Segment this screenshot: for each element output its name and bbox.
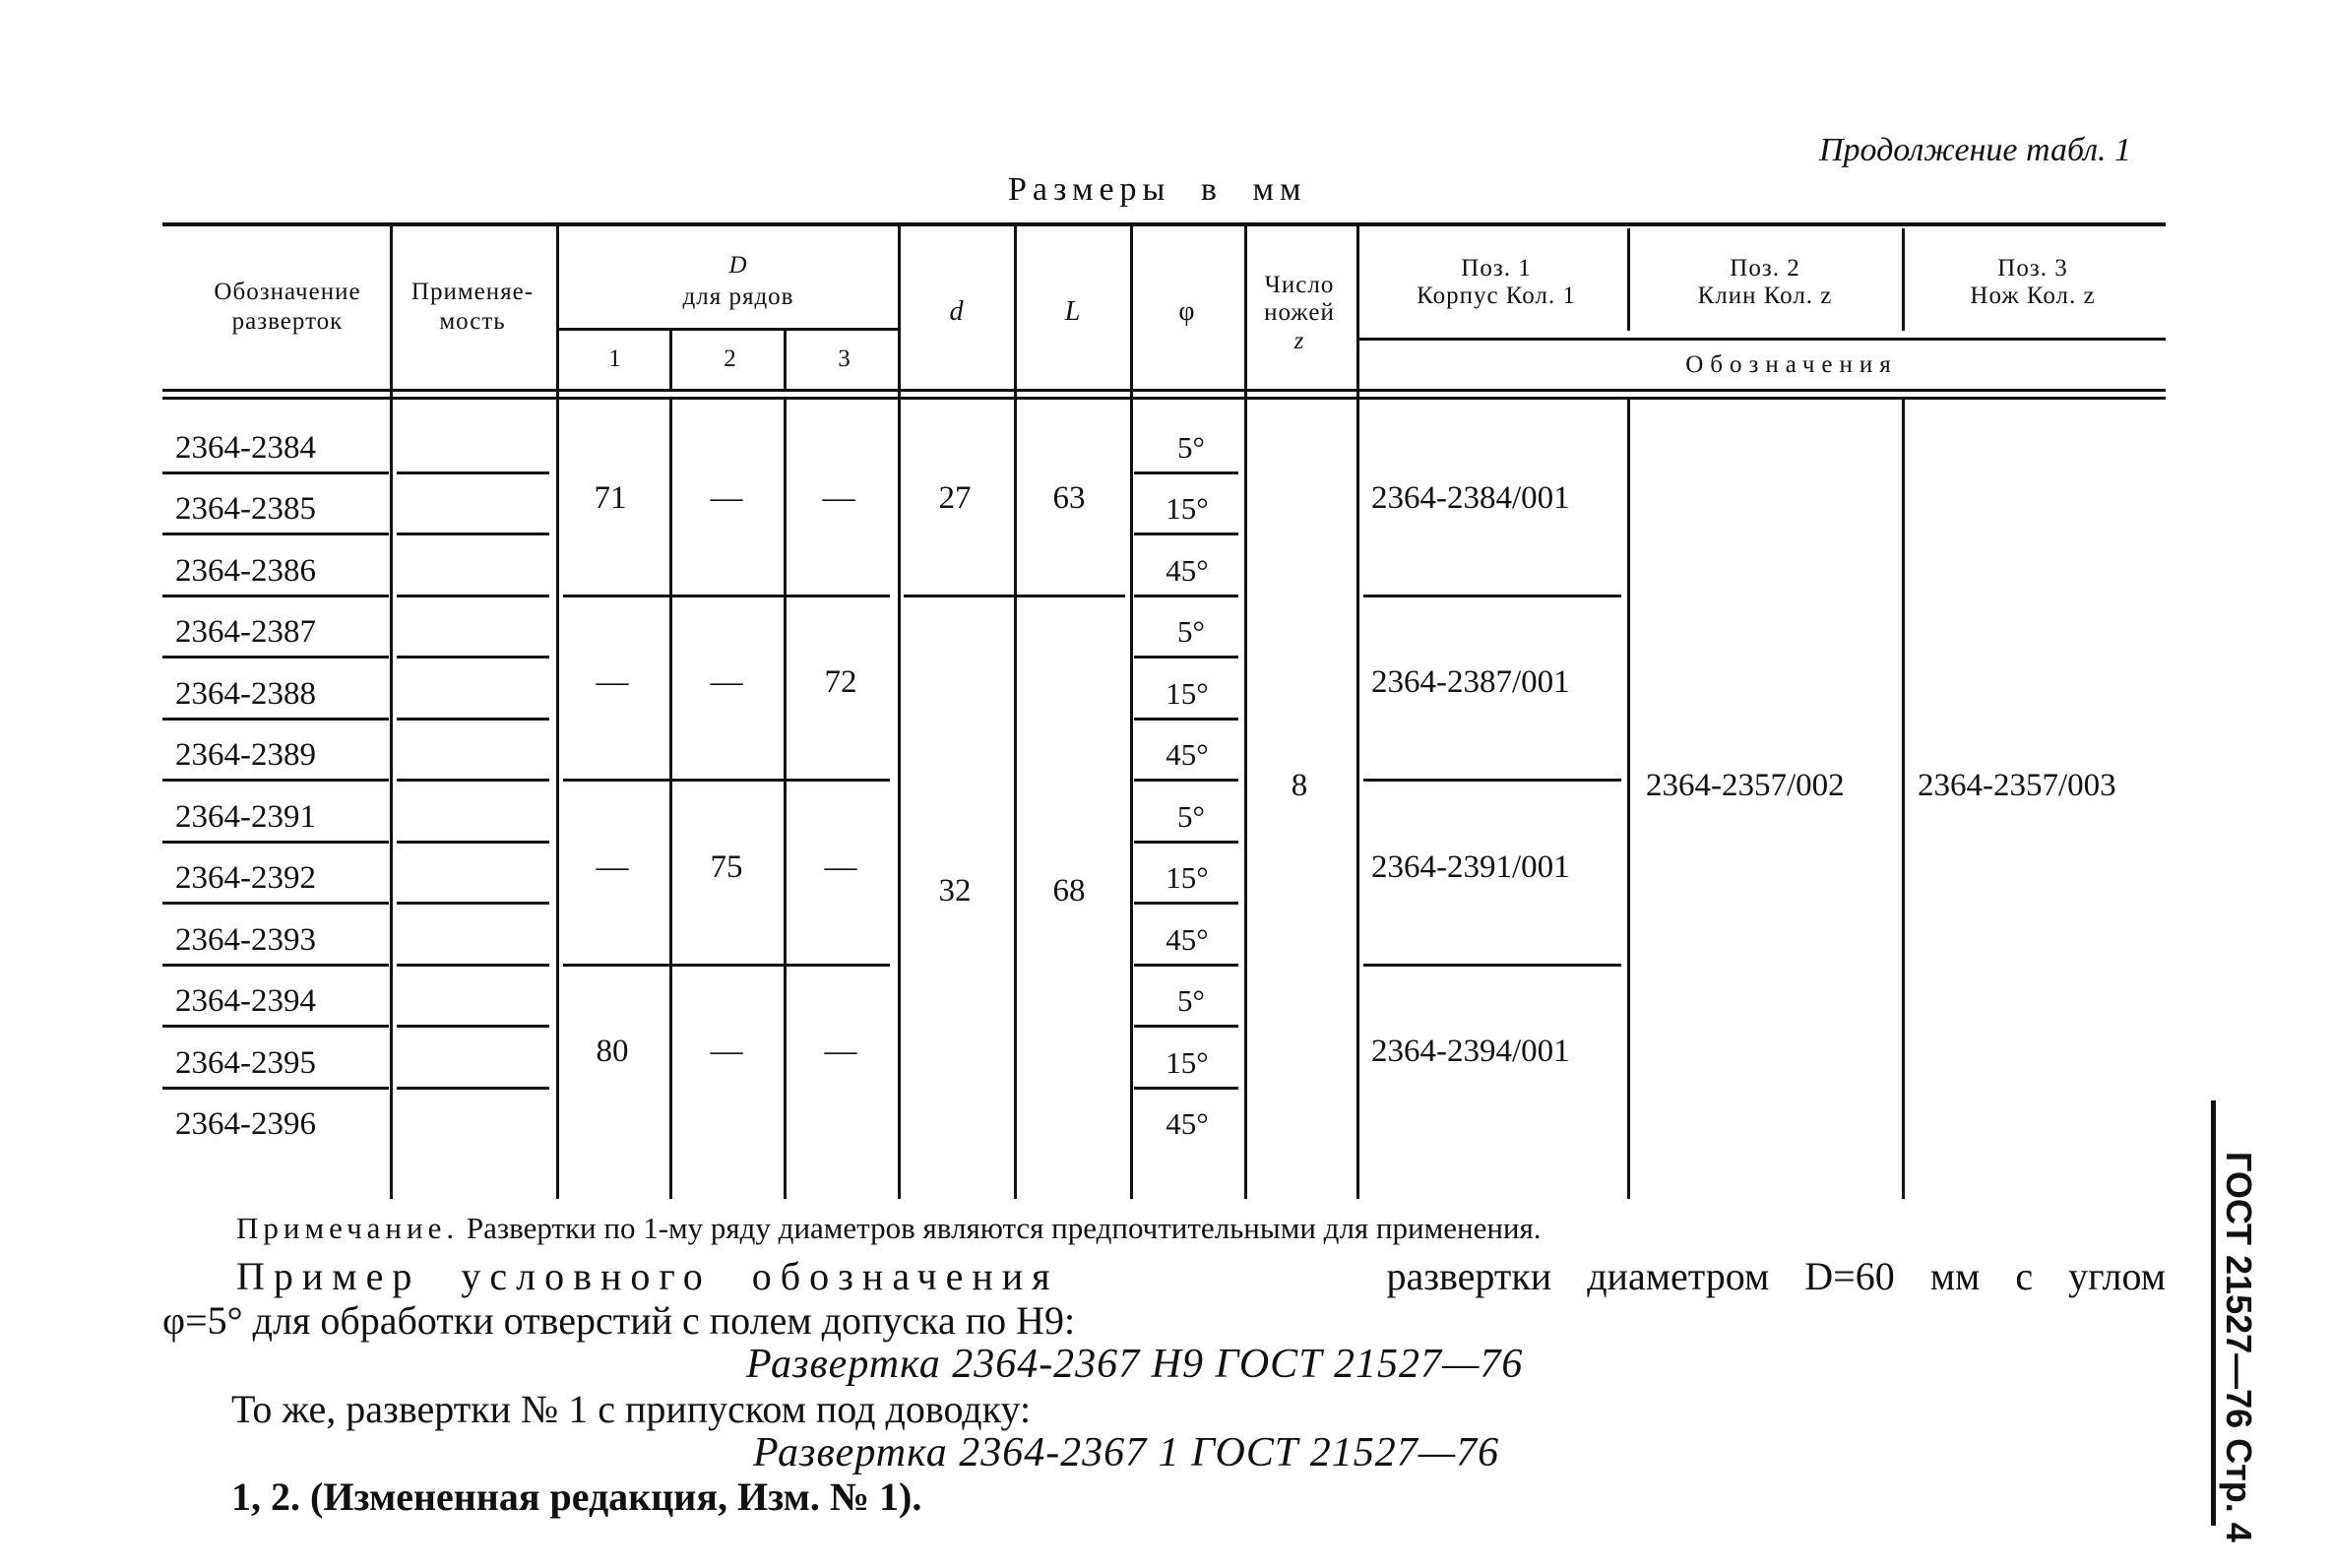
row-rule — [162, 471, 389, 474]
header-pos3-title: Поз. 3 — [1997, 255, 2068, 282]
D-subheader-rule — [558, 328, 898, 331]
group-rule-dL — [904, 595, 1125, 597]
col-line-L — [1014, 226, 1017, 1199]
header-divider-pos2 — [1627, 228, 1630, 331]
D3-value: — — [824, 849, 857, 885]
header-pos2-title: Поз. 2 — [1730, 255, 1800, 282]
d-value: 27 — [938, 480, 972, 516]
header-designations: Обозначения — [1685, 351, 1898, 378]
row-code: 2364-2394 — [175, 983, 316, 1019]
phi-value: 5° — [1177, 983, 1205, 1018]
header-L: L — [1064, 296, 1082, 327]
header-divider-2-3 — [784, 330, 787, 389]
col-line-knives — [1244, 226, 1247, 1199]
pos1-value: 2364-2384/001 — [1371, 480, 1570, 516]
amendment-note: 1, 2. (Измененная редакция, Изм. № 1). — [231, 1474, 922, 1519]
phi-rule — [1134, 841, 1238, 844]
knives-value: 8 — [1291, 768, 1308, 803]
row-rule — [162, 779, 389, 782]
header-applicability: Применяе-мость — [410, 279, 535, 335]
header-divider-1-2 — [669, 330, 672, 389]
pos-subheader-rule — [1358, 338, 2166, 341]
header-knives-z: z — [1293, 328, 1305, 354]
pos3-value: 2364-2357/003 — [1918, 768, 2116, 803]
phi-value: 5° — [1177, 614, 1205, 649]
units-caption: Размеры в мм — [1008, 171, 1307, 208]
applicability-blank — [397, 902, 549, 905]
d-value: 32 — [938, 873, 972, 909]
header-pos3-sub: Нож Кол. z — [1970, 282, 2096, 309]
applicability-blank — [397, 595, 549, 597]
L-value: 68 — [1052, 873, 1086, 909]
col-line-applicability — [390, 226, 393, 1199]
group-rule-D — [563, 595, 890, 597]
row-code: 2364-2395 — [175, 1045, 316, 1081]
note — [236, 1211, 1542, 1246]
phi-rule — [1134, 779, 1238, 782]
row-rule — [162, 964, 389, 967]
row-code: 2364-2392 — [175, 860, 316, 896]
applicability-blank — [397, 471, 549, 474]
note-text: Развертки по 1-му ряду диаметров являются предпочтительными для применения. — [466, 1211, 1542, 1245]
applicability-blank — [397, 533, 549, 535]
header-divider-pos3 — [1902, 228, 1905, 331]
row-code: 2364-2386 — [175, 553, 316, 589]
header-bottom-rule-2 — [162, 397, 2166, 400]
D1-value: — — [596, 849, 629, 885]
phi-rule — [1134, 533, 1238, 535]
table-top-rule — [162, 222, 2166, 226]
header-row-1: 1 — [608, 345, 622, 372]
header-D-letter: D — [728, 252, 748, 279]
note-label: Примечание. — [236, 1211, 460, 1245]
group-rule-D — [563, 964, 890, 967]
row-code: 2364-2393 — [175, 922, 316, 958]
D3-value: 72 — [824, 664, 857, 700]
phi-value: 45° — [1166, 737, 1209, 772]
header-pos1-sub: Корпус Кол. 1 — [1417, 282, 1576, 309]
row-code: 2364-2396 — [175, 1106, 316, 1142]
phi-value: 5° — [1177, 430, 1205, 465]
phi-rule — [1134, 902, 1238, 905]
example-designation-1: Развертка 2364-2367 H9 ГОСТ 21527—76 — [746, 1342, 1524, 1387]
example-text: развертки диаметром D=60 мм с углом — [1386, 1254, 2166, 1298]
D2-value: — — [710, 1034, 743, 1069]
phi-rule — [1134, 656, 1238, 659]
row-code: 2364-2389 — [175, 737, 316, 773]
pos2-value: 2364-2357/002 — [1646, 768, 1845, 803]
applicability-blank — [397, 1025, 549, 1028]
header-D-caption: для рядов — [682, 283, 794, 310]
phi-rule — [1134, 1025, 1238, 1028]
pos1-value: 2364-2391/001 — [1371, 849, 1570, 885]
phi-value: 45° — [1166, 553, 1209, 588]
D2-value: — — [710, 664, 743, 700]
phi-rule — [1134, 718, 1238, 721]
example-line-2: φ=5° для обработки отверстий с полем допуска по H9: — [162, 1298, 1076, 1343]
header-knives: Число ножей — [1264, 272, 1335, 326]
example-designation-2: Развертка 2364-2367 1 ГОСТ 21527—76 — [753, 1430, 1500, 1475]
D1-value: 71 — [594, 480, 627, 516]
row-code: 2364-2385 — [175, 491, 316, 527]
col-line-D3-body — [784, 399, 787, 1199]
phi-rule — [1134, 964, 1238, 967]
phi-value: 15° — [1166, 676, 1209, 711]
row-rule — [162, 533, 389, 535]
phi-value: 15° — [1166, 860, 1209, 895]
group-rule-pos1 — [1363, 964, 1621, 967]
phi-value: 15° — [1166, 491, 1209, 526]
row-rule — [162, 718, 389, 721]
D3-value: — — [822, 480, 855, 516]
row-code: 2364-2388 — [175, 676, 316, 712]
phi-rule — [1134, 1087, 1238, 1090]
row-rule — [162, 595, 389, 597]
row-code: 2364-2384 — [175, 430, 316, 466]
D1-value: — — [596, 664, 629, 700]
applicability-blank — [397, 718, 549, 721]
header-bottom-rule-1 — [162, 389, 2166, 392]
side-label: ГОСТ 21527—76 Стр. 4 — [2219, 1152, 2259, 1542]
continuation-label: Продолжение табл. 1 — [1819, 132, 2132, 168]
applicability-blank — [397, 964, 549, 967]
phi-value: 45° — [1166, 922, 1209, 957]
row-rule — [162, 656, 389, 659]
applicability-blank — [397, 841, 549, 844]
phi-value: 45° — [1166, 1106, 1209, 1141]
pos1-value: 2364-2387/001 — [1371, 664, 1570, 700]
D2-value: 75 — [710, 849, 743, 885]
D3-value: — — [824, 1034, 857, 1069]
col-line-d — [898, 226, 901, 1199]
group-rule-D — [563, 779, 890, 782]
col-line-pos2-body — [1627, 399, 1630, 1199]
same-text: То же, развертки № 1 с припуском под доводку: — [231, 1387, 1032, 1431]
col-line-pos3-body — [1902, 399, 1905, 1199]
group-rule-pos1 — [1363, 779, 1621, 782]
row-rule — [162, 1025, 389, 1028]
example-label: Пример условного обозначения — [236, 1254, 1059, 1298]
phi-value: 5° — [1177, 799, 1205, 834]
D1-value: 80 — [596, 1034, 629, 1069]
row-rule — [162, 841, 389, 844]
phi-value: 15° — [1166, 1045, 1209, 1080]
pos1-value: 2364-2394/001 — [1371, 1034, 1570, 1069]
example-line-1 — [236, 1253, 2166, 1299]
L-value: 63 — [1052, 480, 1086, 516]
applicability-blank — [397, 1087, 549, 1090]
header-pos1-title: Поз. 1 — [1461, 255, 1532, 282]
col-line-D — [556, 226, 559, 1199]
col-line-phi — [1130, 226, 1133, 1199]
header-phi: φ — [1178, 296, 1196, 327]
applicability-blank — [397, 779, 549, 782]
applicability-blank — [397, 656, 549, 659]
phi-rule — [1134, 595, 1238, 597]
col-line-pos1 — [1356, 226, 1359, 1199]
header-designation: Обозначение разверток — [214, 279, 361, 335]
header-row-3: 3 — [838, 345, 851, 372]
row-code: 2364-2391 — [175, 799, 316, 835]
header-d: d — [949, 296, 965, 327]
row-rule — [162, 902, 389, 905]
header-row-2: 2 — [724, 345, 737, 372]
D2-value: — — [710, 480, 743, 516]
row-code: 2364-2387 — [175, 614, 316, 650]
group-rule-pos1 — [1363, 595, 1621, 597]
col-line-D2-body — [669, 399, 672, 1199]
phi-rule — [1134, 471, 1238, 474]
row-rule — [162, 1087, 389, 1090]
header-pos2-sub: Клин Кол. z — [1697, 282, 1833, 309]
